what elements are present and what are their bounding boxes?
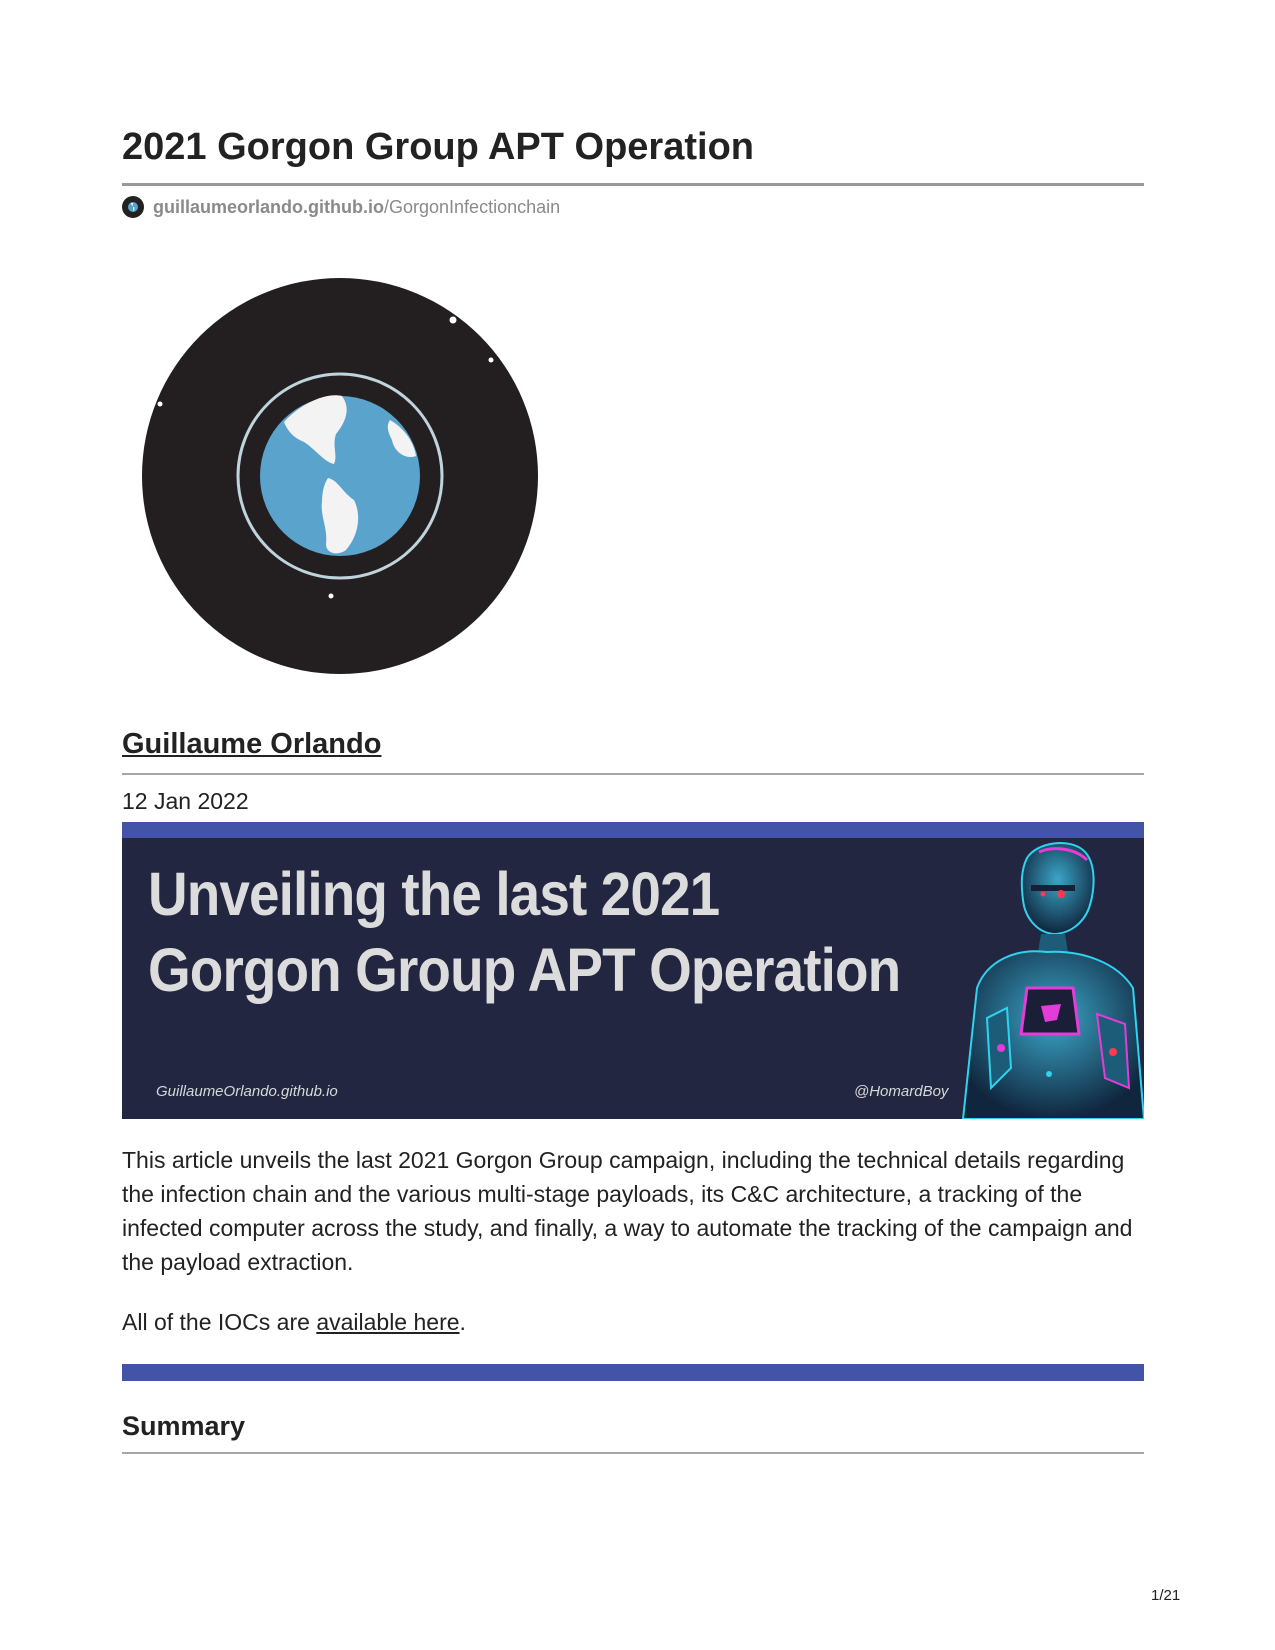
banner-handle: @HomardBoy: [854, 1083, 949, 1100]
publish-date: 12 Jan 2022: [122, 788, 249, 814]
article-title: 2021 Gorgon Group APT Operation: [122, 126, 754, 168]
source-link[interactable]: [122, 196, 560, 218]
section-separator: [122, 1364, 1144, 1381]
banner-title-line-2: Gorgon Group APT Operation: [148, 936, 901, 1004]
intro-paragraph: This article unveils the last 2021 Gorgon Group campaign, including the technical details regarding the infection chain and the various multi-stage payloads, its C&C architecture, a tracking of the infected computer across the study, and finally, a way to automate the tracking of the campaign and the payload extraction.: [122, 1147, 1133, 1275]
banner-site: GuillaumeOrlando.github.io: [156, 1083, 338, 1100]
page-number: 1/21: [1151, 1587, 1181, 1604]
ioc-prefix: All of the IOCs are: [122, 1309, 317, 1335]
cyborg-illustration-icon: [957, 838, 1144, 1119]
banner-title: [148, 856, 900, 1008]
source-domain: guillaumeorlando.github.io: [153, 196, 384, 217]
author-divider: [122, 773, 1144, 775]
banner-top-stripe: [122, 822, 1144, 838]
ioc-link[interactable]: available here: [316, 1309, 460, 1335]
ioc-sentence: [122, 1305, 466, 1339]
summary-divider: [122, 1452, 1144, 1454]
article-banner: [122, 822, 1144, 1119]
title-divider: [122, 183, 1144, 186]
author-avatar-globe-icon: [142, 278, 538, 674]
source-path: /GorgonInfectionchain: [384, 196, 561, 217]
author-link[interactable]: Guillaume Orlando: [122, 728, 382, 760]
banner-title-line-1: Unveiling the last 2021: [148, 860, 720, 928]
summary-heading: Summary: [122, 1411, 246, 1441]
site-favicon-icon: [122, 196, 144, 218]
ioc-suffix: .: [459, 1309, 466, 1335]
